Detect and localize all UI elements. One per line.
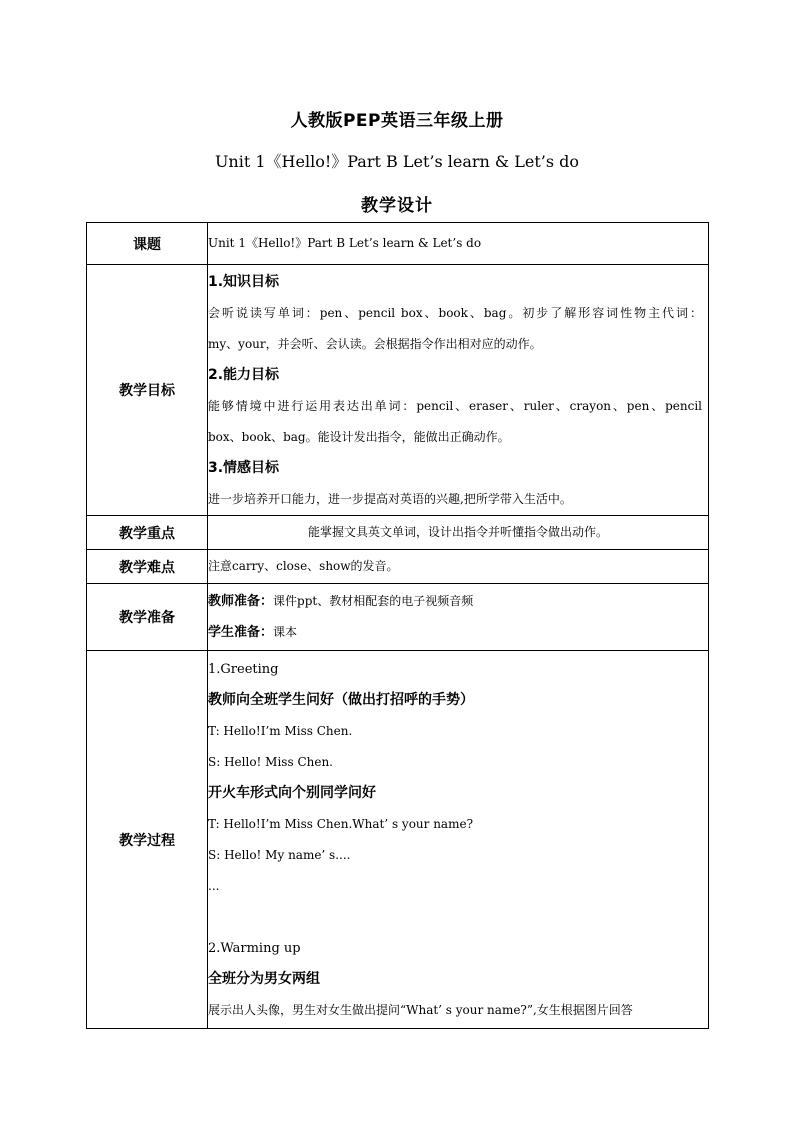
dialog-line-1: T: Hello!I’m Miss Chen.: [208, 724, 353, 738]
document-subtitle: Unit 1《Hello!》Part B Let’s learn & Let’s do: [214, 152, 580, 171]
goals-cell: [208, 265, 709, 516]
table-row-difficulty: [87, 550, 709, 584]
preparation-cell: [208, 584, 709, 651]
student-prep-line: [208, 617, 708, 648]
table-row-goals: [87, 265, 709, 516]
topic-value: Unit 1《Hello!》Part B Let’s learn & Let’s do: [208, 236, 482, 250]
knowledge-goal-heading: 1.知识目标: [208, 273, 280, 290]
table-row-key-points: [87, 516, 709, 550]
table-row-preparation: [87, 584, 709, 651]
difficulty-value: 注意carry、close、show的发音。: [208, 559, 399, 573]
ability-goal-line-2: box、book、bag。能设计发出指令，能做出正确动作。: [208, 429, 510, 444]
teacher-prep-label: 教师准备：: [208, 594, 274, 609]
lesson-plan-table: [86, 222, 709, 1029]
student-prep-label: 学生准备：: [208, 625, 274, 640]
greeting-heading: 1.Greeting: [208, 662, 279, 677]
preparation-label: 教学准备: [87, 584, 208, 651]
difficulty-cell: [208, 550, 709, 584]
teacher-prep-value: 课件ppt、教材相配套的电子视频音频: [273, 594, 474, 608]
knowledge-goal-line-2: my、your，并会听、会认读。会根据指令作出相对应的动作。: [208, 336, 542, 351]
greeting-description: 教师向全班学生问好（做出打招呼的手势）: [208, 692, 474, 708]
dialog-ellipsis: ...: [208, 879, 220, 893]
key-points-label: 教学重点: [87, 516, 208, 550]
dialog-line-4: S: Hello! My name’ s....: [208, 848, 351, 862]
topic-label: 课题: [87, 223, 208, 265]
dialog-line-3: T: Hello!I’m Miss Chen.What’ s your name?: [208, 817, 474, 831]
student-prep-value: 课本: [273, 625, 298, 639]
warming-up-heading: 2.Warming up: [208, 941, 301, 956]
process-label: 教学过程: [87, 651, 208, 1029]
train-greeting-description: 开火车形式向个别同学问好: [208, 785, 376, 801]
process-cell: [208, 651, 709, 1029]
emotion-goal-heading: 3.情感目标: [208, 459, 280, 476]
table-row-topic: [87, 223, 709, 265]
document-heading: 教学设计: [361, 196, 433, 216]
document-title: 人教版PEP英语三年级上册: [290, 111, 504, 131]
knowledge-goal-line-1: 会听说读写单词：pen、pencil box、book、bag。初步了解形容词性物主代词：: [208, 305, 702, 320]
spacer: [208, 902, 708, 933]
key-points-value: 能掌握文具英文单词，设计出指令并听懂指令做出动作。: [307, 525, 608, 539]
key-points-cell: [208, 516, 709, 550]
ability-goal-heading: 2.能力目标: [208, 366, 280, 383]
difficulty-label: 教学难点: [87, 550, 208, 584]
emotion-goal-line-1: 进一步培养开口能力，进一步提高对英语的兴趣,把所学带入生活中。: [208, 491, 572, 506]
topic-cell: [208, 223, 709, 265]
warming-up-line-1: 展示出人头像，男生对女生做出提问“What’ s your name?”,女生根据图片回答: [208, 1003, 633, 1017]
goals-label: 教学目标: [87, 265, 208, 516]
ability-goal-line-1: 能够情境中进行运用表达出单词：pencil、eraser、ruler、crayon、pen、pencil: [208, 398, 702, 413]
dialog-line-2: S: Hello! Miss Chen.: [208, 755, 333, 769]
warming-up-description: 全班分为男女两组: [208, 971, 320, 987]
teacher-prep-line: [208, 586, 708, 617]
table-row-process: [87, 651, 709, 1029]
